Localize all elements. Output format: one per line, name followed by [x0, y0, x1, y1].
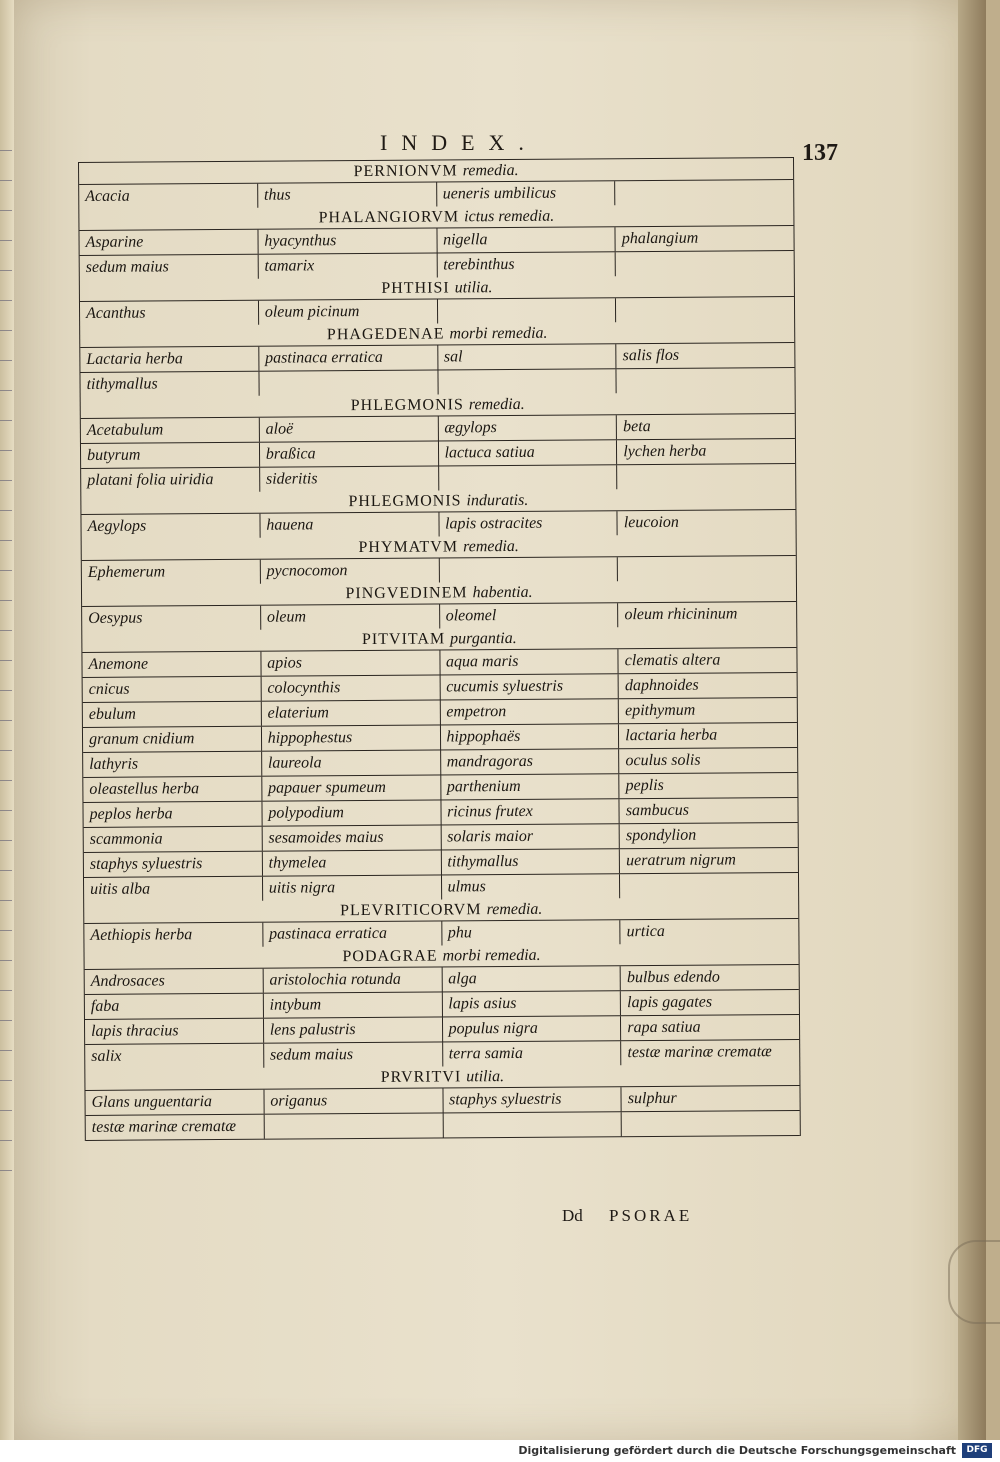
- index-table: [78, 157, 801, 1141]
- table-cell: staphys syluestris: [89, 855, 203, 873]
- table-cell: mandragoras: [440, 749, 619, 774]
- left-page-rule: [0, 1080, 12, 1081]
- table-cell: lactaria herba: [618, 723, 797, 748]
- left-page-rule: [0, 990, 12, 991]
- table-cell: [436, 298, 615, 323]
- table-cell: braßica: [259, 441, 438, 466]
- table-cell: Androsaces: [90, 972, 165, 990]
- table-cell: phalangium: [615, 226, 794, 251]
- table-cell: [615, 297, 794, 322]
- left-page-edge: [0, 0, 15, 1440]
- table-row: [81, 438, 795, 468]
- left-page-rule: [0, 570, 12, 571]
- table-row: [83, 672, 797, 702]
- table-cell: terra samia: [442, 1041, 621, 1066]
- signature-mark: Dd: [562, 1206, 583, 1225]
- table-cell: lens palustris: [263, 1017, 442, 1042]
- table-cell: peplis: [619, 773, 798, 798]
- table-row: [83, 747, 797, 777]
- section-heading-tail: utilia.: [466, 1068, 505, 1086]
- section-heading-word: PHAGEDENAE: [326, 325, 445, 344]
- table-cell: sedum maius: [85, 258, 169, 276]
- table-cell: [619, 873, 798, 898]
- table-cell: empetron: [439, 699, 618, 724]
- credit-bar: [0, 1440, 1000, 1462]
- table-row: [82, 647, 796, 677]
- table-cell: granum cnidium: [88, 730, 195, 748]
- table-row: [80, 296, 794, 326]
- table-cell: clematis altera: [618, 648, 797, 673]
- table-cell: nigella: [436, 227, 615, 252]
- left-page-rule: [0, 150, 12, 151]
- table-row: [85, 1085, 799, 1115]
- table-cell: faba: [90, 997, 120, 1015]
- table-row: [83, 797, 797, 827]
- table-cell: testæ marinæ crematæ: [620, 1040, 799, 1065]
- left-page-rule: [0, 660, 12, 661]
- section-heading-tail: habentia.: [472, 583, 533, 602]
- table-cell: lathyris: [89, 755, 139, 773]
- table-cell: intybum: [263, 992, 442, 1017]
- table-cell: apios: [260, 650, 439, 675]
- table-cell: platani folia uiridia: [87, 471, 214, 489]
- section-heading-word: PHTHISI: [381, 279, 450, 297]
- table-cell: oleastellus herba: [89, 780, 200, 798]
- table-cell: scammonia: [89, 830, 163, 848]
- table-cell: cnicus: [88, 680, 130, 698]
- table-cell: urtica: [620, 919, 799, 944]
- table-row: [84, 822, 798, 852]
- section-heading-word: PHLEGMONIS: [350, 396, 464, 415]
- table-row: [83, 697, 797, 727]
- table-cell: Acetabulum: [86, 421, 164, 439]
- section-heading-tail: ictus remedia.: [464, 207, 555, 226]
- table-row: [80, 342, 794, 372]
- table-cell: [438, 557, 617, 582]
- table-cell: oleum rhicininum: [617, 602, 796, 627]
- table-cell: lychen herba: [616, 439, 795, 464]
- table-cell: Acanthus: [85, 304, 146, 322]
- table-row: [82, 555, 796, 585]
- table-cell: ulmus: [440, 874, 619, 899]
- table-cell: salix: [91, 1047, 122, 1065]
- table-cell: salis flos: [616, 343, 795, 368]
- table-row: [85, 1014, 799, 1044]
- table-cell: [616, 368, 795, 393]
- table-cell: Ephemerum: [87, 563, 166, 581]
- section-heading-tail: remedia.: [486, 900, 543, 919]
- table-row: [79, 179, 793, 209]
- section-heading-tail: utilia.: [454, 279, 493, 297]
- left-page-rule: [0, 630, 12, 631]
- table-cell: ebulum: [88, 705, 137, 723]
- table-cell: ueratrum nigrum: [619, 848, 798, 873]
- table-cell: ægylops: [437, 415, 616, 440]
- left-page-rule: [0, 330, 12, 331]
- table-cell: testæ marinæ crematæ: [91, 1117, 237, 1136]
- clip-mark: [948, 1240, 1000, 1324]
- left-page-rule: [0, 810, 12, 811]
- table-row: [80, 367, 794, 397]
- table-cell: Asparine: [85, 233, 144, 251]
- left-page-rule: [0, 450, 12, 451]
- left-page-rule: [0, 210, 12, 211]
- left-page-rule: [0, 1170, 12, 1171]
- left-page-rule: [0, 750, 12, 751]
- table-row: [85, 964, 799, 994]
- running-head: INDEX.: [380, 130, 538, 155]
- table-cell: ricinus frutex: [440, 799, 619, 824]
- table-cell: [616, 464, 795, 489]
- table-cell: [258, 370, 437, 395]
- section-heading-tail: induratis.: [466, 491, 529, 510]
- digitization-credit: Digitalisierung gefördert durch die Deutsche Forschungsgemeinschaft: [518, 1444, 956, 1457]
- section-heading-tail: remedia.: [462, 161, 519, 180]
- section-heading-tail: remedia.: [468, 395, 525, 414]
- table-cell: daphnoides: [618, 673, 797, 698]
- table-row: [83, 772, 797, 802]
- table-cell: staphys syluestris: [442, 1087, 621, 1112]
- left-page-rule: [0, 300, 12, 301]
- section-heading-word: PHALANGIORVM: [318, 208, 460, 227]
- table-cell: spondylion: [619, 823, 798, 848]
- table-cell: [615, 251, 794, 276]
- table-cell: lapis asius: [441, 991, 620, 1016]
- table-row: [80, 250, 794, 280]
- table-cell: alga: [441, 966, 620, 991]
- left-page-rule: [0, 240, 12, 241]
- table-cell: hippophaës: [439, 724, 618, 749]
- table-cell: Oesypus: [88, 609, 143, 627]
- table-cell: tamarix: [257, 254, 436, 279]
- left-page-rule: [0, 780, 12, 781]
- left-page-rule: [0, 1020, 12, 1021]
- table-cell: pastinaca erratica: [258, 345, 437, 370]
- table-cell: epithymum: [618, 698, 797, 723]
- table-cell: [614, 180, 793, 205]
- table-cell: pycnocomon: [260, 558, 439, 583]
- left-page-rule: [0, 390, 12, 391]
- table-cell: [437, 369, 616, 394]
- table-cell: oleomel: [439, 603, 618, 628]
- left-page-rule: [0, 900, 12, 901]
- table-cell: aloë: [259, 416, 438, 441]
- section-heading-tail: morbi remedia.: [449, 324, 548, 343]
- table-cell: sal: [437, 344, 616, 369]
- left-page-rule: [0, 600, 12, 601]
- catchword-line: [562, 1206, 692, 1226]
- table-cell: parthenium: [440, 774, 619, 799]
- left-page-rule: [0, 360, 12, 361]
- table-cell: rapa satiua: [620, 1015, 799, 1040]
- table-cell: lactuca satiua: [437, 440, 616, 465]
- section-heading-tail: purgantia.: [450, 629, 517, 648]
- section-heading-word: PERNIONVM: [353, 162, 458, 181]
- left-page-rule: [0, 960, 12, 961]
- table-cell: [263, 1113, 442, 1138]
- table-cell: peplos herba: [89, 805, 173, 823]
- table-row: [84, 872, 798, 902]
- table-row: [81, 463, 795, 493]
- section-heading-word: PRVRITVI: [380, 1068, 462, 1086]
- table-cell: cucumis syluestris: [439, 674, 618, 699]
- section-heading-tail: morbi remedia.: [442, 946, 541, 965]
- table-cell: leucoion: [617, 510, 796, 535]
- table-row: [83, 722, 797, 752]
- table-row: [85, 1039, 799, 1069]
- table-cell: [621, 1111, 800, 1136]
- section-heading-word: PITVITAM: [361, 630, 446, 649]
- table-cell: populus nigra: [441, 1016, 620, 1041]
- table-cell: papauer spumeum: [261, 775, 440, 800]
- table-cell: beta: [616, 414, 795, 439]
- left-page-rule: [0, 690, 12, 691]
- table-cell: sulphur: [621, 1086, 800, 1111]
- left-page-rule: [0, 480, 12, 481]
- table-cell: ueneris umbilicus: [436, 181, 615, 206]
- table-cell: butyrum: [86, 446, 141, 464]
- table-cell: thymelea: [262, 850, 441, 875]
- left-page-rule: [0, 1110, 12, 1111]
- table-cell: sesamoides maius: [261, 825, 440, 850]
- page-number: 137: [802, 140, 838, 166]
- table-cell: aqua maris: [439, 649, 618, 674]
- table-cell: sambucus: [619, 798, 798, 823]
- page-fore-edge: [958, 0, 986, 1440]
- table-cell: hippophestus: [261, 725, 440, 750]
- left-page-rule: [0, 1050, 12, 1051]
- table-cell: tithymallus: [440, 849, 619, 874]
- section-heading-word: PHYMATVM: [358, 538, 459, 557]
- table-row: [86, 1110, 800, 1141]
- table-row: [84, 918, 798, 948]
- left-page-rule: [0, 540, 12, 541]
- table-cell: oculus solis: [618, 748, 797, 773]
- table-cell: thus: [257, 183, 436, 208]
- left-page-rule: [0, 870, 12, 871]
- table-row: [82, 601, 796, 631]
- left-page-rule: [0, 270, 12, 271]
- table-row: [85, 989, 799, 1019]
- table-cell: Lactaria herba: [86, 350, 183, 368]
- table-cell: [438, 465, 617, 490]
- table-cell: oleum picinum: [258, 300, 437, 325]
- section-heading-word: PODAGRAE: [342, 947, 438, 966]
- table-cell: terebinthus: [436, 252, 615, 277]
- table-cell: lapis ostracites: [438, 511, 617, 536]
- table-cell: solaris maior: [440, 824, 619, 849]
- table-cell: oleum: [260, 604, 439, 629]
- table-row: [81, 413, 795, 443]
- section-heading-word: PHLEGMONIS: [348, 492, 462, 511]
- table-cell: elaterium: [261, 700, 440, 725]
- left-page-rule: [0, 720, 12, 721]
- table-cell: [617, 556, 796, 581]
- table-cell: polypodium: [261, 800, 440, 825]
- table-cell: colocynthis: [260, 675, 439, 700]
- dfg-logo-icon: DFG: [962, 1443, 992, 1458]
- section-heading-word: PINGVEDINEM: [345, 584, 468, 603]
- table-cell: [442, 1112, 621, 1137]
- table-cell: tithymallus: [86, 375, 158, 393]
- left-page-rule: [0, 180, 12, 181]
- table-cell: uitis nigra: [262, 875, 441, 900]
- table-row: [84, 847, 798, 877]
- table-cell: origanus: [263, 1088, 442, 1113]
- table-cell: sideritis: [259, 466, 438, 491]
- table-row: [81, 509, 795, 539]
- section-heading-tail: remedia.: [462, 537, 519, 556]
- table-cell: Aethiopis herba: [90, 926, 193, 944]
- table-cell: lapis thracius: [91, 1022, 179, 1040]
- left-page-rule: [0, 840, 12, 841]
- table-cell: lapis gagates: [620, 990, 799, 1015]
- table-row: [79, 225, 793, 255]
- table-cell: pastinaca erratica: [262, 921, 441, 946]
- catchword: PSORAE: [609, 1206, 693, 1225]
- left-page-rule: [0, 1140, 12, 1141]
- table-cell: Glans unguentaria: [91, 1093, 213, 1111]
- table-cell: bulbus edendo: [620, 965, 799, 990]
- table-cell: Anemone: [88, 655, 149, 673]
- table-cell: laureola: [261, 750, 440, 775]
- left-page-rule: [0, 510, 12, 511]
- section-heading-word: PLEVRITICORVM: [340, 901, 482, 920]
- table-cell: Acacia: [85, 187, 130, 205]
- table-cell: phu: [441, 920, 620, 945]
- table-cell: hyacynthus: [257, 229, 436, 254]
- table-cell: uitis alba: [90, 880, 151, 898]
- table-cell: hauena: [259, 512, 438, 537]
- table-cell: sedum maius: [263, 1042, 442, 1067]
- table-cell: Aegylops: [87, 517, 147, 535]
- table-cell: aristolochia rotunda: [262, 967, 441, 992]
- left-page-rule: [0, 930, 12, 931]
- left-page-rule: [0, 420, 12, 421]
